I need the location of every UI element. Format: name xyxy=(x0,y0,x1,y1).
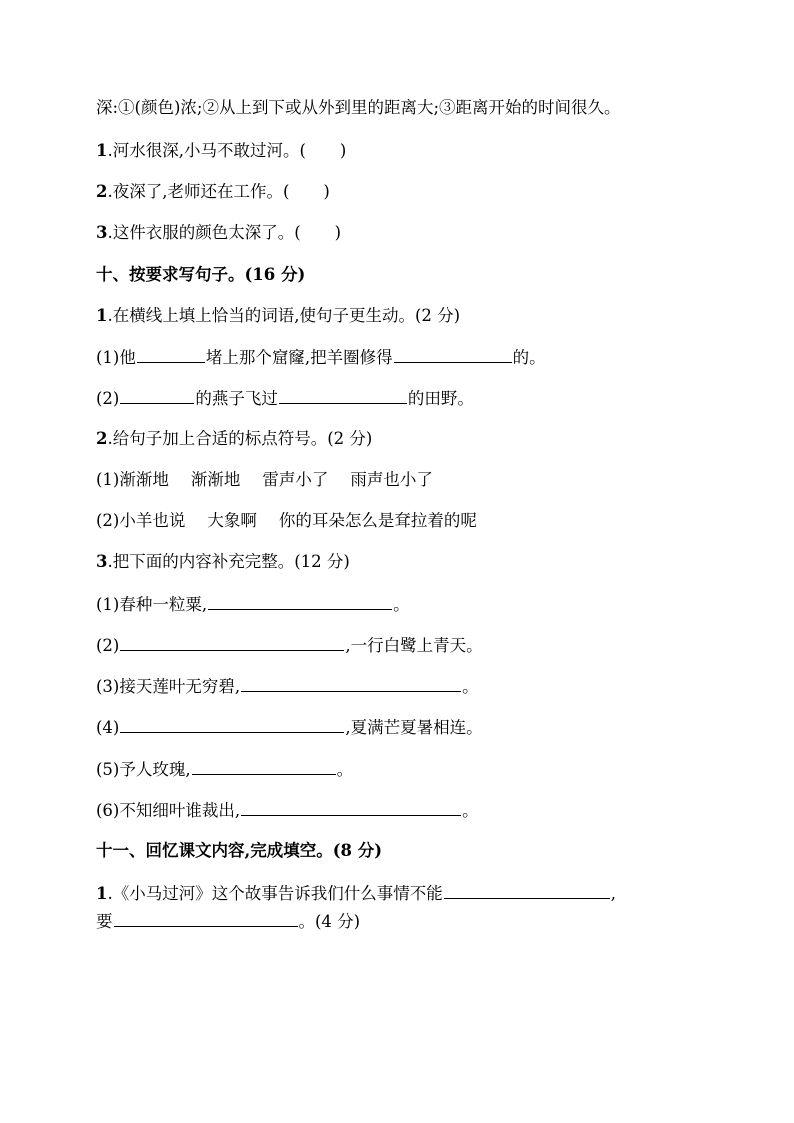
fill-blank[interactable] xyxy=(208,593,392,610)
question-3-line-3: (3)接天莲叶无穷碧, 。 xyxy=(96,677,479,696)
fill-blank[interactable] xyxy=(137,346,205,363)
question-11-1-line-2: 要 。(4 分) xyxy=(96,912,361,931)
fill-blank[interactable] xyxy=(241,675,461,692)
question-3-title: 3.把下面的内容补充完整。(12 分) xyxy=(96,552,350,571)
section-11-heading: 十一、回忆课文内容,完成填空。(8 分) xyxy=(96,841,383,860)
item-number: 3 xyxy=(96,223,108,242)
judge-item-3: 3.这件衣服的颜色太深了。( ) xyxy=(96,223,342,242)
fill-blank[interactable] xyxy=(444,882,610,899)
fill-blank[interactable] xyxy=(241,799,461,816)
fill-blank[interactable] xyxy=(279,387,407,404)
question-1-line-2: (2) 的燕子飞过 的田野。 xyxy=(96,389,474,408)
question-3-line-6: (6)不知细叶谁裁出, 。 xyxy=(96,801,479,820)
question-3-line-5: (5)予人玫瑰, 。 xyxy=(96,760,354,779)
question-3-line-4: (4) ,夏满芒夏暑相连。 xyxy=(96,718,483,737)
fill-blank[interactable] xyxy=(120,387,194,404)
definition-text: 深:①(颜色)浓;②从上到下或从外到里的距离大;③距离开始的时间很久。 xyxy=(96,98,621,117)
question-11-1-line-1: 1.《小马过河》这个故事告诉我们什么事情不能 , xyxy=(96,884,616,903)
word-definition xyxy=(96,97,754,119)
question-1-line-1: (1)他 堵上那个窟窿,把羊圈修得 的。 xyxy=(96,348,546,367)
question-2-line-2: (2)小羊也说 大象啊 你的耳朵怎么是耷拉着的呢 xyxy=(96,511,477,530)
judge-text: 河水很深,小马不敢过河。( xyxy=(112,141,306,160)
fill-blank[interactable] xyxy=(114,910,298,927)
judge-item-2: 2.夜深了,老师还在工作。( ) xyxy=(96,182,330,201)
section-10-heading: 十、按要求写句子。(16 分) xyxy=(96,265,306,284)
fill-blank[interactable] xyxy=(120,716,344,733)
question-2-line-1: (1)渐渐地 渐渐地 雷声小了 雨声也小了 xyxy=(96,470,433,489)
fill-blank[interactable] xyxy=(192,758,336,775)
fill-blank[interactable] xyxy=(394,346,512,363)
fill-blank[interactable] xyxy=(120,634,344,651)
judge-text: 夜深了,老师还在工作。( xyxy=(112,182,290,201)
judge-text: 这件衣服的颜色太深了。( xyxy=(112,223,301,242)
question-3-line-2: (2) ,一行白鹭上青天。 xyxy=(96,636,483,655)
item-number: 1 xyxy=(96,141,108,160)
judge-item-1: 1.河水很深,小马不敢过河。( ) xyxy=(96,141,347,160)
question-3-line-1: (1)春种一粒粟, 。 xyxy=(96,595,410,614)
question-1-title: 1.在横线上填上恰当的词语,使句子更生动。(2 分) xyxy=(96,306,461,325)
item-number: 2 xyxy=(96,182,108,201)
question-2-title: 2.给句子加上合适的标点符号。(2 分) xyxy=(96,429,373,448)
